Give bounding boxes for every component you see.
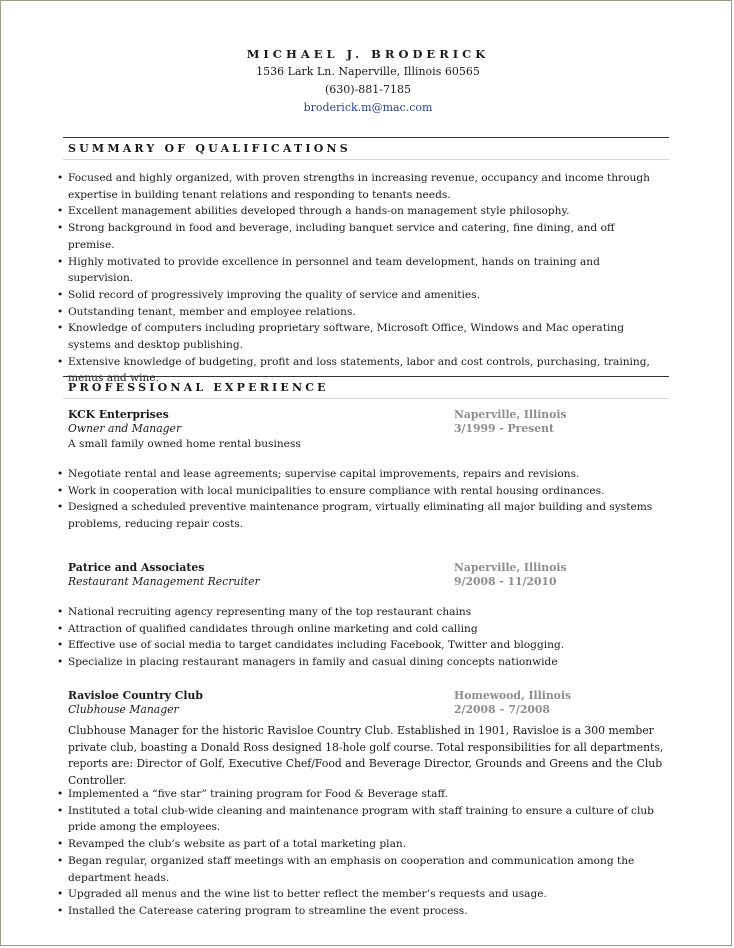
job-ravisloe-bullets: [63, 786, 663, 920]
job-kck-enterprises: [68, 408, 668, 453]
job-location: Naperville, Illinois: [454, 561, 567, 574]
list-item: • Began regular, organized staff meetings with an emphasis on cooperation and communication among the department heads.: [63, 853, 663, 886]
summary-list: [63, 170, 663, 387]
job-title: Restaurant Management Recruiter: [68, 575, 260, 588]
company-name: Patrice and Associates: [68, 561, 205, 574]
list-item: • Upgraded all menus and the wine list to better reflect the member’s requests and usage.: [63, 886, 663, 903]
job-location: Naperville, Illinois: [454, 408, 567, 421]
summary-heading: SUMMARY OF QUALIFICATIONS: [63, 137, 669, 160]
list-item: • Installed the Caterease catering program to streamline the event process.: [63, 903, 663, 920]
job-description: Clubhouse Manager for the historic Ravisloe Country Club. Established in 1901, Ravisloe is a 300 member private club, boasting a Donald Ross designed 18-hole golf course. Total responsibilities for all departments, reports are: Director of Golf, Executive Chef/Food and Beverage Director, Grounds and Greens and the Club Controller.: [68, 724, 664, 787]
summary-section: [63, 137, 669, 160]
phone: (630)-881-7185: [324, 83, 411, 96]
company-name: KCK Enterprises: [68, 408, 169, 421]
job-dates: 3/1999 - Present: [454, 422, 554, 435]
job-location: Homewood, Illinois: [454, 689, 572, 702]
list-item: • National recruiting agency representing many of the top restaurant chains: [63, 604, 663, 621]
list-item: • Revamped the club’s website as part of a total marketing plan.: [63, 836, 663, 853]
list-item: • Solid record of progressively improving the quality of service and amenities.: [63, 287, 663, 304]
candidate-name: MICHAEL J. BRODERICK: [246, 47, 490, 61]
list-item: • Effective use of social media to target candidates including Facebook, Twitter and blogging.: [63, 637, 663, 654]
contact-header: [1, 45, 734, 117]
list-item: • Attraction of qualified candidates through online marketing and cold calling: [63, 621, 663, 638]
list-item: • Implemented a “five star” training program for Food & Beverage staff.: [63, 786, 663, 803]
list-item: • Specialize in placing restaurant managers in family and casual dining concepts nationwide: [63, 654, 663, 671]
job-patrice-bullets: [63, 604, 663, 671]
job-description: A small family owned home rental business: [68, 438, 301, 450]
list-item: • Strong background in food and beverage, including banquet service and catering, fine dining, and off premise.: [63, 220, 663, 253]
experience-section: [63, 376, 669, 399]
experience-heading: PROFESSIONAL EXPERIENCE: [63, 376, 669, 399]
list-item: • Knowledge of computers including proprietary software, Microsoft Office, Windows and Mac operating systems and desktop publishing.: [63, 320, 663, 353]
list-item: • Outstanding tenant, member and employee relations.: [63, 304, 663, 321]
job-dates: 9/2008 - 11/2010: [454, 575, 557, 588]
job-patrice-associates: [68, 561, 668, 589]
list-item: • Negotiate rental and lease agreements; supervise capital improvements, repairs and revisions.: [63, 466, 663, 483]
list-item: • Focused and highly organized, with proven strengths in increasing revenue, occupancy and income through expertise in building tenant relations and responding to tenants needs.: [63, 170, 663, 203]
list-item: • Instituted a total club-wide cleaning and maintenance program with staff training to ensure a culture of club pride among the employees.: [63, 803, 663, 836]
job-dates: 2/2008 – 7/2008: [454, 703, 550, 716]
list-item: • Designed a scheduled preventive maintenance program, virtually eliminating all major building and systems problems, reducing repair costs.: [63, 499, 663, 532]
list-item: • Work in cooperation with local municipalities to ensure compliance with rental housing ordinances.: [63, 483, 663, 500]
list-item: • Excellent management abilities developed through a hands-on management style philosophy.: [63, 203, 663, 220]
address: 1536 Lark Ln. Naperville, Illinois 60565: [256, 65, 480, 78]
job-title: Owner and Manager: [68, 422, 182, 435]
company-name: Ravisloe Country Club: [68, 689, 203, 702]
job-title: Clubhouse Manager: [68, 703, 179, 716]
job-ravisloe-country-club: [68, 689, 668, 789]
email-link[interactable]: broderick.m@mac.com: [303, 101, 433, 114]
job-kck-bullets: [63, 466, 663, 533]
list-item: • Highly motivated to provide excellence in personnel and team development, hands on training and supervision.: [63, 254, 663, 287]
list-item: • Extensive knowledge of budgeting, profit and loss statements, labor and cost controls, purchasing, training, menus and wine.: [63, 354, 663, 387]
